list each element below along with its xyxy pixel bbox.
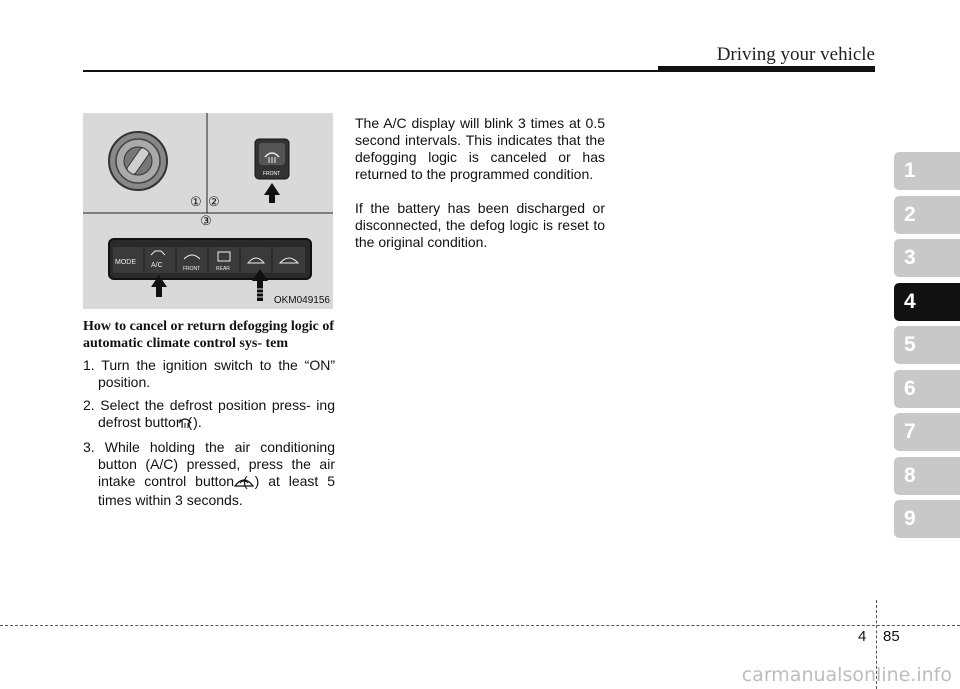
svg-text:FRONT: FRONT <box>263 171 281 177</box>
figure-code: OKM049156 <box>273 295 330 306</box>
chapter-tab-7[interactable]: 7 <box>894 413 960 451</box>
step-1: 1. Turn the ignition switch to the “ON” position. <box>83 357 335 390</box>
left-column <box>83 318 335 515</box>
right-column <box>355 115 605 268</box>
footer-chapter-number: 4 <box>858 628 867 645</box>
section-subheading: How to cancel or return defogging logic of automatic climate control sys- tem <box>83 319 335 351</box>
arrow-up-icon <box>264 183 280 203</box>
chapter-tab-5[interactable]: 5 <box>894 326 960 364</box>
figure-marker-2: ② <box>208 194 220 209</box>
front-defrost-knob-icon <box>255 139 289 179</box>
footer-rule <box>0 625 960 626</box>
chapter-tab-8[interactable]: 8 <box>894 457 960 495</box>
figure-marker-1: ① <box>190 194 202 209</box>
recirculation-air-icon <box>248 475 255 492</box>
instruction-steps <box>83 357 335 509</box>
climate-panel-illustration <box>83 113 333 309</box>
step-3: 3. While holding the air conditioning button (A/C) pressed, press the air intake control button ( ) at least 5 times within 3 seconds. <box>83 439 335 508</box>
paragraph-ac-display: The A/C display will blink 3 times at 0.5 second intervals. This indicates that the defogging logic is canceled or has returned to the programmed condition. <box>355 115 605 182</box>
header-rule-accent <box>658 66 875 72</box>
climate-button-panel <box>109 239 311 279</box>
chapter-tabs <box>894 152 960 544</box>
chapter-tab-4[interactable]: 4 <box>894 283 960 321</box>
watermark: carmanualsonline.info <box>741 664 952 686</box>
svg-text:A/C: A/C <box>151 262 163 269</box>
chapter-tab-3[interactable]: 3 <box>894 239 960 277</box>
chapter-tab-9[interactable]: 9 <box>894 500 960 538</box>
footer-page-number: 85 <box>883 628 900 645</box>
ignition-switch-icon <box>109 132 167 190</box>
svg-text:MODE: MODE <box>115 259 136 266</box>
chapter-tab-2[interactable]: 2 <box>894 196 960 234</box>
figure-marker-3: ③ <box>200 213 212 228</box>
chapter-tab-6[interactable]: 6 <box>894 370 960 408</box>
paragraph-battery: If the battery has been discharged or disconnected, the defog logic is reset to the original condition. <box>355 200 605 250</box>
svg-text:FRONT: FRONT <box>183 266 201 272</box>
page-header-title: Driving your vehicle <box>716 44 875 65</box>
svg-text:REAR: REAR <box>216 266 230 272</box>
chapter-tab-1[interactable]: 1 <box>894 152 960 190</box>
step-2: 2. Select the defrost position press- ing defrost button (). <box>83 397 335 433</box>
climate-control-figure <box>83 113 333 309</box>
